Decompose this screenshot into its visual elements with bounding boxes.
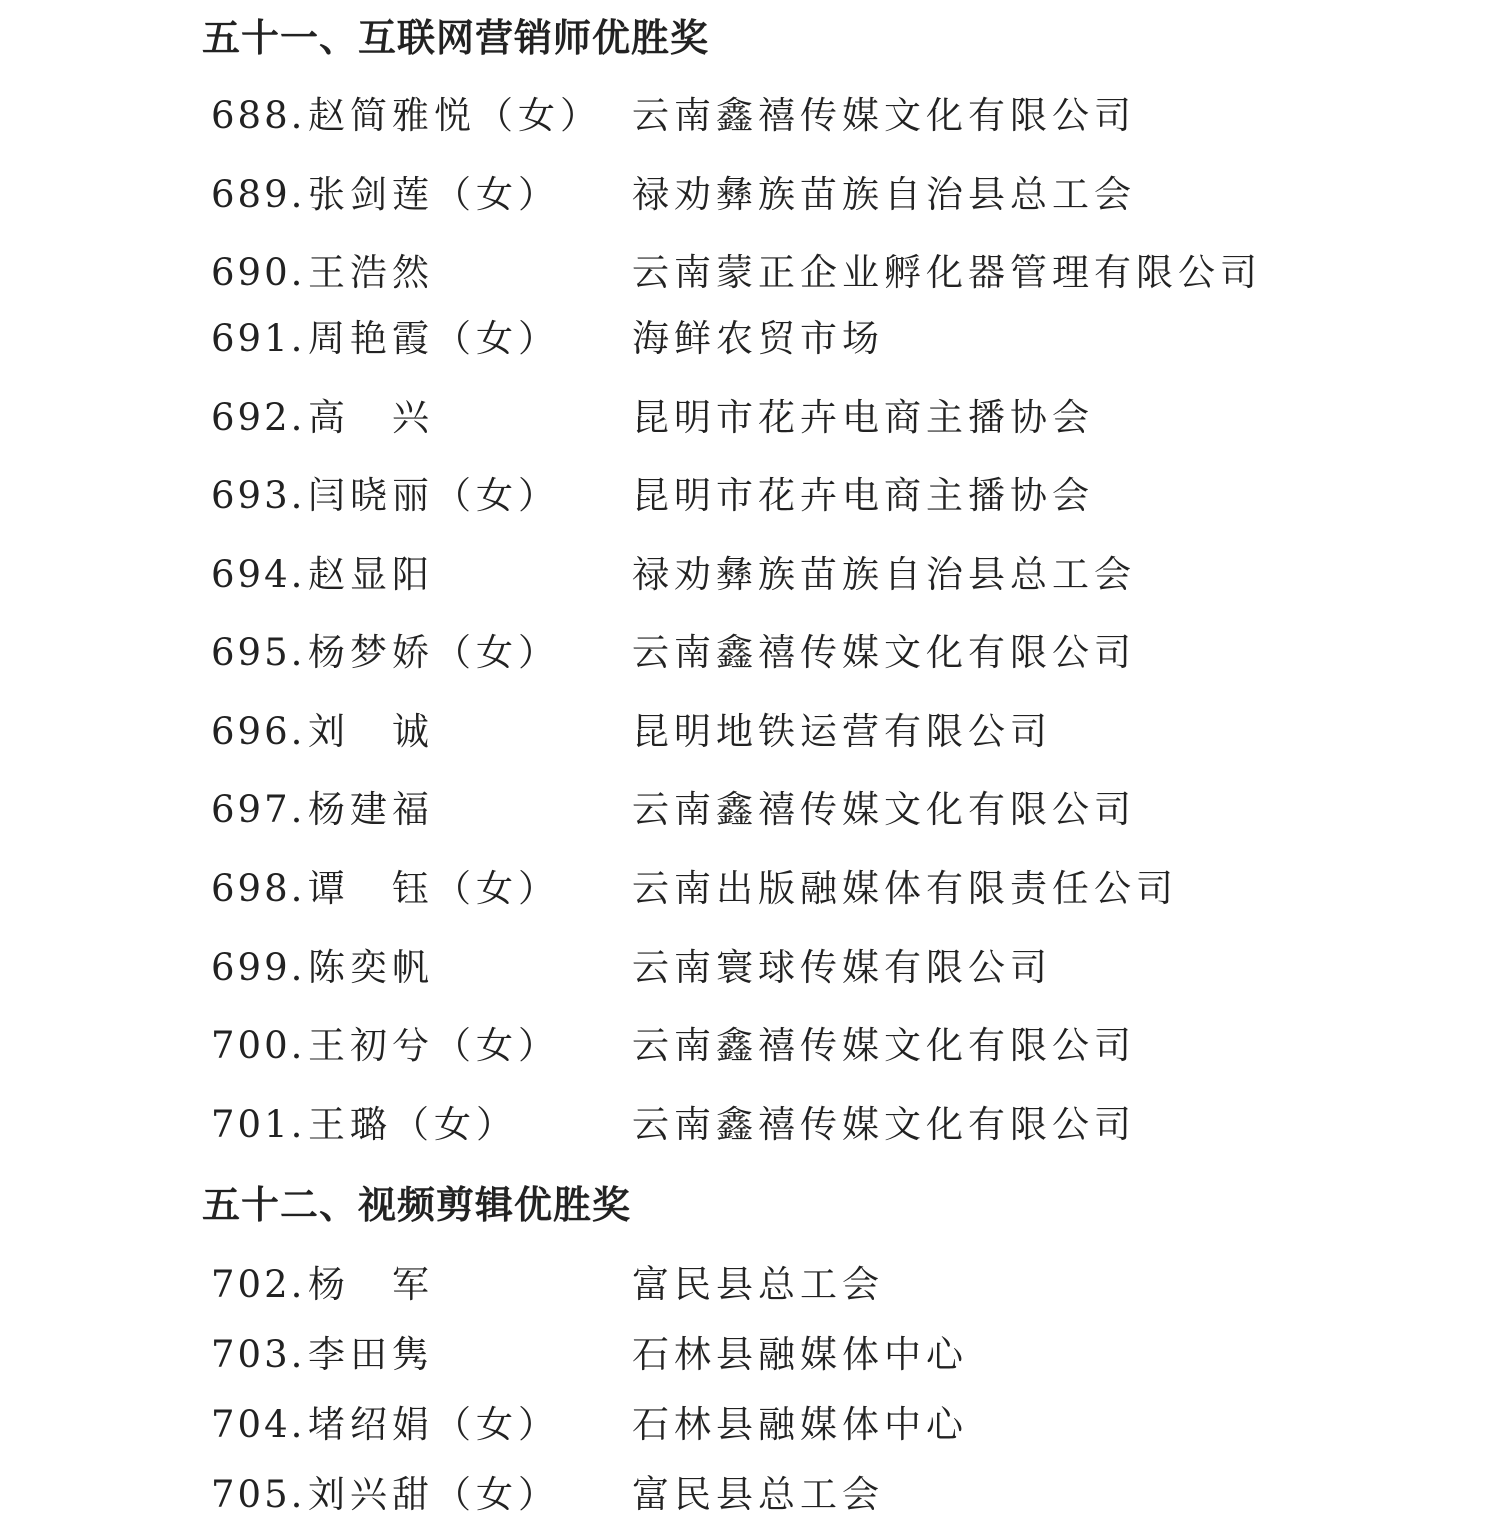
- entry-number: 689.: [211, 173, 306, 216]
- section-heading-51: 五十一、互联网营销师优胜奖: [202, 16, 710, 60]
- entry-name: 赵显阳: [308, 553, 434, 596]
- entry-name: 张剑莲（女）: [308, 173, 560, 216]
- list-item: [0, 1261, 1500, 1309]
- entry-number: 700.: [211, 1024, 306, 1067]
- entry-name: 刘 诚: [308, 710, 434, 753]
- entry-organization: 石林县融媒体中心: [632, 1333, 968, 1376]
- entry-name: 杨梦娇（女）: [308, 631, 560, 674]
- entry-name: 堵绍娟（女）: [308, 1403, 560, 1446]
- entry-name: 王初兮（女）: [308, 1024, 560, 1067]
- entry-name: 刘兴甜（女）: [308, 1473, 560, 1516]
- entry-organization: 云南鑫禧传媒文化有限公司: [632, 94, 1136, 137]
- entry-name: 王璐（女）: [308, 1103, 518, 1146]
- entry-name: 高 兴: [308, 396, 434, 439]
- entry-name: 周艳霞（女）: [308, 317, 560, 360]
- section-heading-52: 五十二、视频剪辑优胜奖: [202, 1183, 632, 1227]
- entry-number: 705.: [211, 1473, 306, 1516]
- entry-organization: 云南鑫禧传媒文化有限公司: [632, 788, 1136, 831]
- entry-number: 702.: [211, 1263, 306, 1306]
- entry-organization: 禄劝彝族苗族自治县总工会: [632, 173, 1136, 216]
- entry-number: 694.: [211, 553, 306, 596]
- list-item: [0, 629, 1500, 677]
- entry-number: 699.: [211, 946, 306, 989]
- entry-organization: 富民县总工会: [632, 1473, 884, 1516]
- list-item: [0, 1471, 1500, 1519]
- list-item: [0, 315, 1500, 363]
- entry-number: 704.: [211, 1403, 306, 1446]
- entry-name: 赵简雅悦（女）: [308, 94, 602, 137]
- entry-organization: 云南出版融媒体有限责任公司: [632, 867, 1178, 910]
- list-item: [0, 865, 1500, 913]
- list-item: [0, 1022, 1500, 1070]
- entry-organization: 石林县融媒体中心: [632, 1403, 968, 1446]
- entry-name: 杨 军: [308, 1263, 434, 1306]
- list-item: [0, 472, 1500, 520]
- list-item: [0, 171, 1500, 219]
- entry-organization: 富民县总工会: [632, 1263, 884, 1306]
- entry-number: 697.: [211, 788, 306, 831]
- list-item: [0, 394, 1500, 442]
- entry-number: 690.: [211, 251, 306, 294]
- list-item: [0, 944, 1500, 992]
- list-item: [0, 786, 1500, 834]
- entry-name: 陈奕帆: [308, 946, 434, 989]
- entry-number: 703.: [211, 1333, 306, 1376]
- entry-name: 谭 钰（女）: [308, 867, 560, 910]
- entry-number: 696.: [211, 710, 306, 753]
- entry-number: 701.: [211, 1103, 306, 1146]
- list-item: [0, 1401, 1500, 1449]
- entry-number: 691.: [211, 317, 306, 360]
- entry-organization: 云南鑫禧传媒文化有限公司: [632, 631, 1136, 674]
- list-item: [0, 92, 1500, 140]
- entry-organization: 昆明地铁运营有限公司: [632, 710, 1052, 753]
- list-item: [0, 708, 1500, 756]
- entry-organization: 云南寰球传媒有限公司: [632, 946, 1052, 989]
- list-item: [0, 249, 1500, 297]
- entry-number: 692.: [211, 396, 306, 439]
- entry-organization: 云南蒙正企业孵化器管理有限公司: [632, 251, 1262, 294]
- entry-organization: 禄劝彝族苗族自治县总工会: [632, 553, 1136, 596]
- entry-name: 杨建福: [308, 788, 434, 831]
- entry-name: 王浩然: [308, 251, 434, 294]
- list-item: [0, 1331, 1500, 1379]
- entry-organization: 昆明市花卉电商主播协会: [632, 474, 1094, 517]
- entry-organization: 昆明市花卉电商主播协会: [632, 396, 1094, 439]
- entry-number: 693.: [211, 474, 306, 517]
- list-item: [0, 1101, 1500, 1149]
- entry-name: 李田隽: [308, 1333, 434, 1376]
- entry-organization: 海鲜农贸市场: [632, 317, 884, 360]
- list-item: [0, 551, 1500, 599]
- entry-organization: 云南鑫禧传媒文化有限公司: [632, 1024, 1136, 1067]
- entry-name: 闫晓丽（女）: [308, 474, 560, 517]
- entry-number: 698.: [211, 867, 306, 910]
- entry-number: 688.: [211, 94, 306, 137]
- entry-organization: 云南鑫禧传媒文化有限公司: [632, 1103, 1136, 1146]
- entry-number: 695.: [211, 631, 306, 674]
